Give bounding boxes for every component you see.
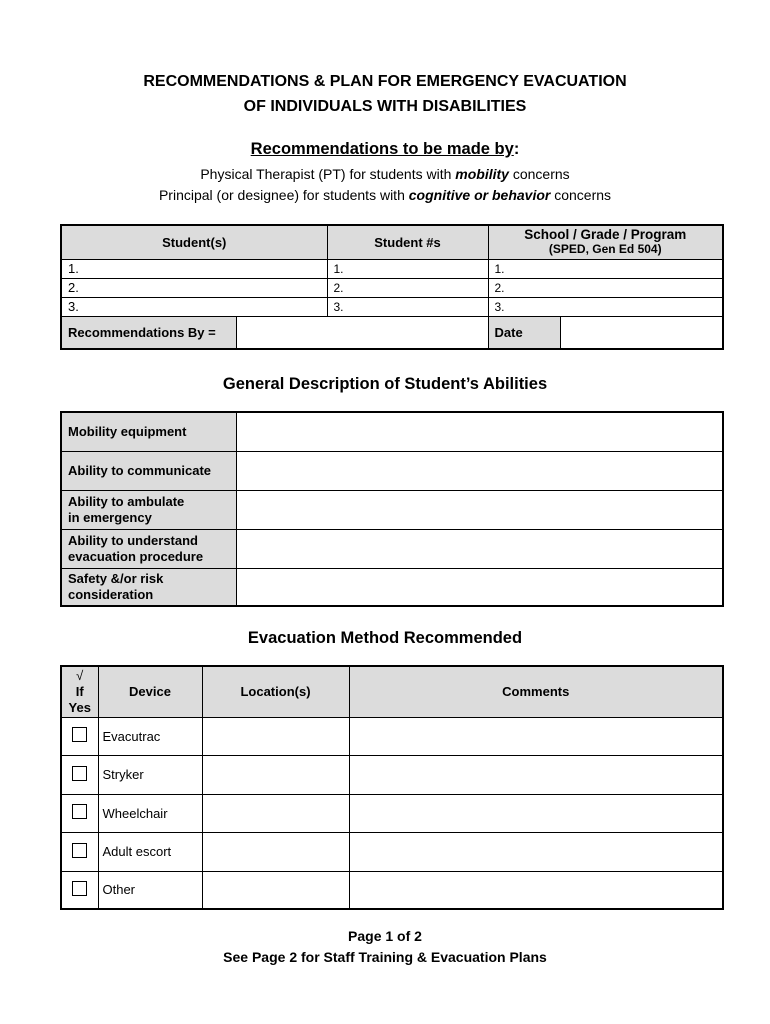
student-name-cell[interactable]: 2.: [61, 278, 327, 297]
device-checkbox-cell: [61, 755, 98, 794]
device-name: Other: [98, 871, 202, 909]
recommendations-heading: [0, 140, 770, 159]
device-checkbox-cell: [61, 717, 98, 755]
student-name-cell[interactable]: 3.: [61, 297, 327, 316]
check-yes-label: Yes: [68, 699, 91, 715]
recommendation-line-principal-prefix: Principal (or designee) for students with: [158, 187, 409, 203]
device-header: Device: [98, 666, 202, 717]
school-header-subtitle: (SPED, Gen Ed 504): [548, 242, 662, 257]
device-name: Adult escort: [98, 832, 202, 871]
device-location-field[interactable]: [202, 832, 349, 871]
device-comments-field[interactable]: [349, 832, 723, 871]
evacuation-row: [61, 832, 723, 871]
device-comments-field[interactable]: [349, 794, 723, 832]
student-num-cell[interactable]: 2.: [327, 278, 488, 297]
school-header-title: School / Grade / Program: [524, 227, 687, 243]
student-num-cell[interactable]: 3.: [327, 297, 488, 316]
students-table: [60, 224, 724, 350]
device-location-field[interactable]: [202, 755, 349, 794]
title-line-1: RECOMMENDATIONS & PLAN FOR EMERGENCY EVACUATION: [143, 73, 627, 90]
recommendations-by-field[interactable]: [236, 316, 488, 349]
student-school-cell[interactable]: 2.: [488, 278, 723, 297]
abilities-title: General Description of Student’s Abilities: [222, 375, 548, 393]
ability-label: [61, 490, 236, 529]
evacuation-row: [61, 717, 723, 755]
device-name: Evacutrac: [98, 717, 202, 755]
date-field[interactable]: [560, 316, 723, 349]
student-row: [61, 278, 723, 297]
ability-label-line-1: Ability to understand: [68, 532, 198, 548]
device-checkbox[interactable]: [72, 881, 87, 896]
ability-label: [61, 451, 236, 490]
document-title: [0, 69, 770, 119]
device-comments-field[interactable]: [349, 871, 723, 909]
recommendations-heading-colon: :: [513, 140, 520, 158]
student-school-cell[interactable]: 1.: [488, 259, 723, 278]
evacuation-table-header: [61, 666, 723, 717]
device-comments-field[interactable]: [349, 717, 723, 755]
student-name-cell[interactable]: 1.: [61, 259, 327, 278]
ability-row: [61, 412, 723, 451]
recommendation-line-pt-suffix: concerns: [508, 166, 570, 182]
student-nums-header: Student #s: [327, 225, 488, 259]
recommendation-line-principal-suffix: concerns: [550, 187, 612, 203]
recommendation-line-principal: [0, 187, 770, 203]
device-checkbox-cell: [61, 832, 98, 871]
recommendation-line-pt-prefix: Physical Therapist (PT) for students with: [200, 166, 456, 182]
location-header: Location(s): [202, 666, 349, 717]
ability-label-line-2: consideration: [68, 586, 154, 602]
ability-value-field[interactable]: [236, 490, 723, 529]
ability-value-field[interactable]: [236, 451, 723, 490]
student-row: [61, 297, 723, 316]
ability-label: [61, 568, 236, 606]
ability-label-line-1: Ability to communicate: [68, 462, 212, 478]
device-location-field[interactable]: [202, 717, 349, 755]
device-name: Stryker: [98, 755, 202, 794]
student-row: [61, 259, 723, 278]
ability-label: [61, 412, 236, 451]
evacuation-title: Evacuation Method Recommended: [247, 629, 523, 647]
page-number: Page 1 of 2: [348, 928, 422, 944]
recommendation-line-pt-emphasis: mobility: [455, 166, 509, 182]
ability-label-line-2: evacuation procedure: [68, 548, 204, 564]
abilities-table: [60, 411, 724, 607]
device-name: Wheelchair: [98, 794, 202, 832]
recommendations-by-row: [61, 316, 723, 349]
device-checkbox-cell: [61, 794, 98, 832]
ability-label-line-1: Mobility equipment: [68, 423, 187, 439]
ability-row: [61, 529, 723, 568]
device-checkbox-cell: [61, 871, 98, 909]
device-location-field[interactable]: [202, 871, 349, 909]
ability-row: [61, 451, 723, 490]
check-if-label: If: [75, 683, 84, 699]
student-num-cell[interactable]: 1.: [327, 259, 488, 278]
device-checkbox[interactable]: [72, 766, 87, 781]
ability-row: [61, 490, 723, 529]
ability-value-field[interactable]: [236, 568, 723, 606]
recommendations-by-label: Recommendations By =: [61, 316, 236, 349]
title-line-2: OF INDIVIDUALS WITH DISABILITIES: [243, 98, 527, 115]
comments-header: Comments: [349, 666, 723, 717]
evacuation-row: [61, 794, 723, 832]
school-header: [488, 225, 723, 259]
evacuation-row: [61, 871, 723, 909]
ability-label: [61, 529, 236, 568]
date-label: Date: [488, 316, 560, 349]
student-school-cell[interactable]: 3.: [488, 297, 723, 316]
recommendations-heading-text: Recommendations to be made by: [250, 140, 514, 158]
evacuation-table: [60, 665, 724, 910]
ability-label-line-2: in emergency: [68, 509, 152, 525]
ability-label-line-1: Ability to ambulate: [68, 493, 185, 509]
device-comments-field[interactable]: [349, 755, 723, 794]
ability-row: [61, 568, 723, 606]
students-header: Student(s): [61, 225, 327, 259]
device-checkbox[interactable]: [72, 843, 87, 858]
footer-note: See Page 2 for Staff Training & Evacuation Plans: [223, 949, 547, 965]
check-symbol: √: [76, 667, 84, 683]
recommendation-line-pt: [0, 166, 770, 182]
device-checkbox[interactable]: [72, 804, 87, 819]
evacuation-row: [61, 755, 723, 794]
ability-label-line-1: Safety &/or risk: [68, 570, 164, 586]
ability-value-field[interactable]: [236, 529, 723, 568]
ability-value-field[interactable]: [236, 412, 723, 451]
recommendation-line-principal-emphasis: cognitive or behavior: [408, 187, 551, 203]
check-if-yes-header: [61, 666, 98, 717]
students-table-header: [61, 225, 723, 259]
device-checkbox[interactable]: [72, 727, 87, 742]
device-location-field[interactable]: [202, 794, 349, 832]
